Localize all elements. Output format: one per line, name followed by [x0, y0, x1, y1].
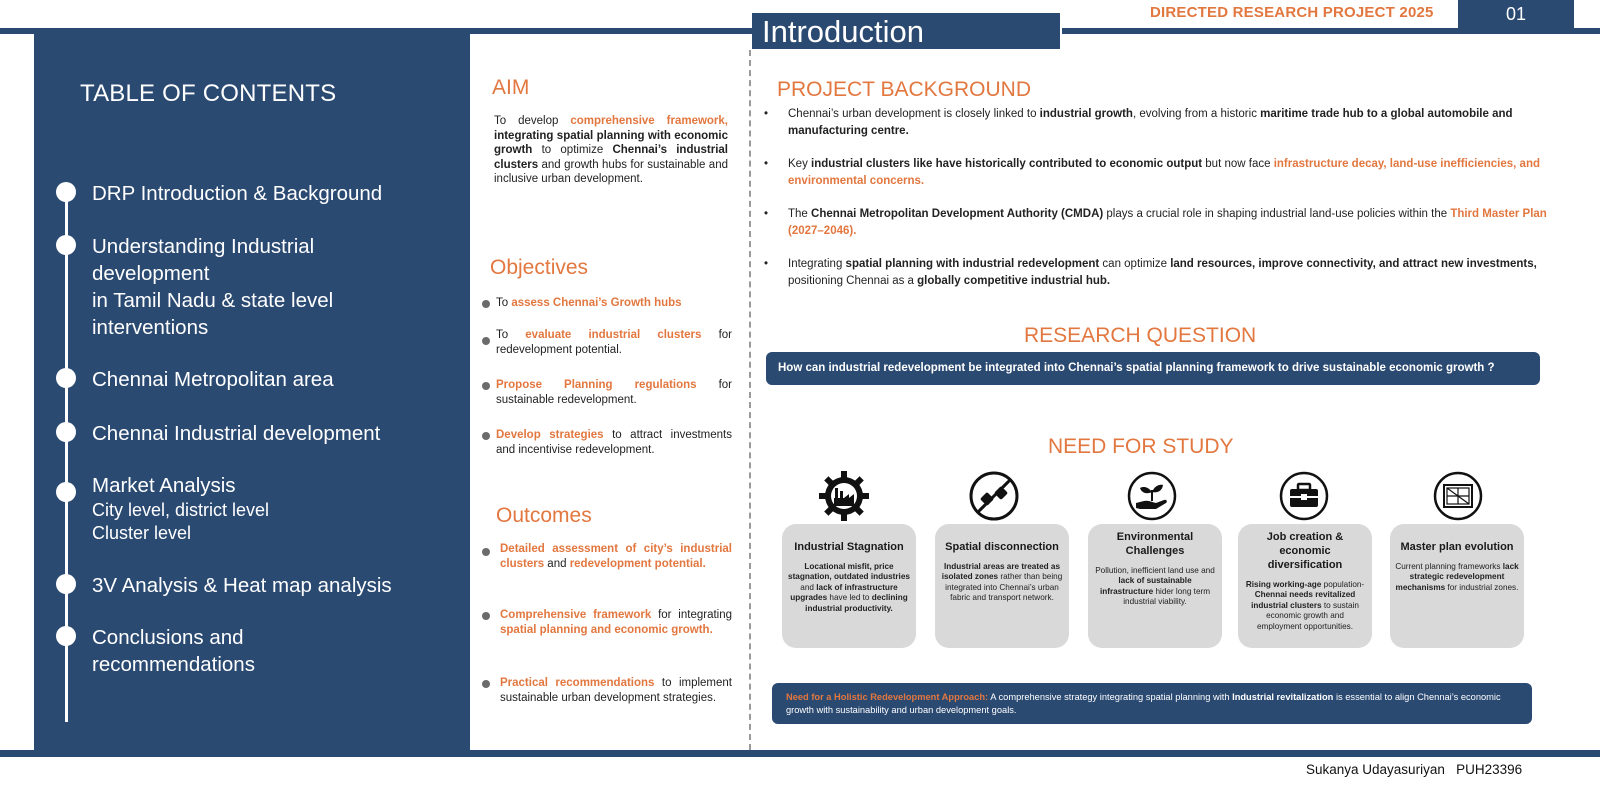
briefcase-icon	[1278, 470, 1330, 522]
toc-item-line: interventions	[92, 316, 209, 339]
card-title: Job creation & economic diversification	[1266, 531, 1344, 571]
toc-item-label: Chennai Metropolitan area	[92, 368, 334, 391]
toc-bullet	[56, 574, 76, 594]
background-heading: PROJECT BACKGROUND	[777, 78, 1031, 101]
objectives-heading: Objectives	[490, 256, 589, 279]
need-card-spatial-disconnection	[935, 524, 1069, 648]
toc-item-label: Chennai Industrial development	[92, 422, 381, 445]
toc-item-line: in Tamil Nadu & state level	[92, 289, 334, 312]
toc-panel	[34, 34, 470, 750]
top-rule-right	[1062, 28, 1600, 34]
toc-item-label: Understanding Industrial	[92, 235, 315, 258]
aim-heading: AIM	[492, 76, 530, 99]
research-question-box: How can industrial redevelopment be integrated into Chennai’s spatial planning framework to drive sustainable economic growth ?	[766, 352, 1540, 385]
aim-objectives-column: AIM To develop comprehensive framework, integrating spatial planning with economic growth to optimize Chennai’s industrial clusters and growth hubs for sustainable and inclusive urban development. Objectives To assess Chennai’s Growth hubs To evaluate industrial clusters for redevelopment potential. Propose Planning regulations for sustainable redevelopment. Develop strategies to attract investments and incentivise redevelopment. Outcomes Detailed assessment of city’s industrial clusters and redevelopment potential. Comprehensive framework for integrating spatial planning and economic growth. Practical recommendations to implement sustainable urban development strategies.	[478, 34, 748, 750]
toc-bullet	[56, 626, 76, 646]
toc-bullet	[56, 235, 76, 255]
toc-bullet	[56, 368, 76, 388]
need-for-study-heading: NEED FOR STUDY	[1048, 435, 1234, 458]
holistic-approach-box: Need for a Holistic Redevelopment Approach: A comprehensive strategy integrating spatial planning with Industrial revitalization is essential to align Chennai’s economic growth with sustainability and urban development goals.	[772, 683, 1532, 724]
card-body: Locational misfit, price stagnation, outdated industries and lack of infrastructure upgrades have led to declining industrial productivity.	[788, 562, 910, 613]
need-card-job-creation	[1238, 524, 1372, 648]
outcomes-heading: Outcomes	[496, 504, 592, 527]
card-title: Environmental Challenges	[1116, 531, 1194, 557]
author-credit: Sukanya Udayasuriyan PUH23396	[1306, 762, 1523, 777]
disconnected-plug-icon	[968, 470, 1020, 522]
bullet-dot	[482, 337, 490, 345]
bullet-dot	[482, 432, 490, 440]
bullet-dot	[482, 548, 490, 556]
card-body: Rising working-age population- Chennai needs revitalized industrial clusters to sustain economic growth and employment opportunities.	[1245, 580, 1365, 631]
need-card-environmental-challenges	[1088, 524, 1222, 648]
aim-text: To develop comprehensive framework, integrating spatial planning with economic growth to optimize Chennai’s industrial clusters and growth hubs for sustainable and inclusive urban development.	[494, 115, 728, 186]
toc-item-sub: Cluster level	[92, 523, 192, 543]
toc-bullet	[56, 482, 76, 502]
blueprint-icon	[1432, 470, 1484, 522]
card-body: Current planning frameworks lack strategic redevelopment mechanisms for industrial zones.	[1395, 562, 1519, 592]
toc-bullet	[56, 422, 76, 442]
plant-in-hand-icon	[1126, 470, 1178, 522]
toc-item-label: 3V Analysis & Heat map analysis	[92, 574, 392, 597]
page-number: 01	[1458, 0, 1574, 28]
card-title: Spatial disconnection	[945, 541, 1059, 553]
card-body: Pollution, inefficient land use and lack of sustainable infrastructure hider long term industrial viability.	[1095, 566, 1215, 607]
bullet-dot	[482, 382, 490, 390]
toc-item-sub: City level, district level	[92, 500, 270, 520]
toc-item-label: Conclusions and	[92, 626, 244, 649]
card-title: Industrial Stagnation	[794, 541, 904, 553]
section-title: Introduction	[752, 13, 1060, 49]
card-body: Industrial areas are treated as isolated zones rather than being integrated into Chennai’s urban fabric and transport network.	[941, 562, 1063, 603]
toc-item-label: Market Analysis	[92, 474, 236, 497]
need-card-industrial-stagnation	[782, 524, 916, 648]
toc-bullet	[56, 182, 76, 202]
bullet-dot	[482, 612, 490, 620]
card-title: Master plan evolution	[1400, 541, 1514, 553]
bullet-dot	[482, 680, 490, 688]
toc-item-line: recommendations	[92, 653, 255, 676]
industry-gear-icon	[818, 470, 870, 522]
toc-title: TABLE OF CONTENTS	[80, 80, 337, 107]
need-card-master-plan-evolution	[1390, 524, 1524, 648]
bullet-dot	[482, 300, 490, 308]
bottom-rule	[0, 750, 1600, 757]
toc-item-label: DRP Introduction & Background	[92, 182, 383, 205]
toc-item-line: development	[92, 262, 210, 285]
project-label: DIRECTED RESEARCH PROJECT 2025	[1150, 4, 1434, 21]
research-question-heading: RESEARCH QUESTION	[1024, 324, 1257, 347]
column-divider	[749, 50, 751, 750]
